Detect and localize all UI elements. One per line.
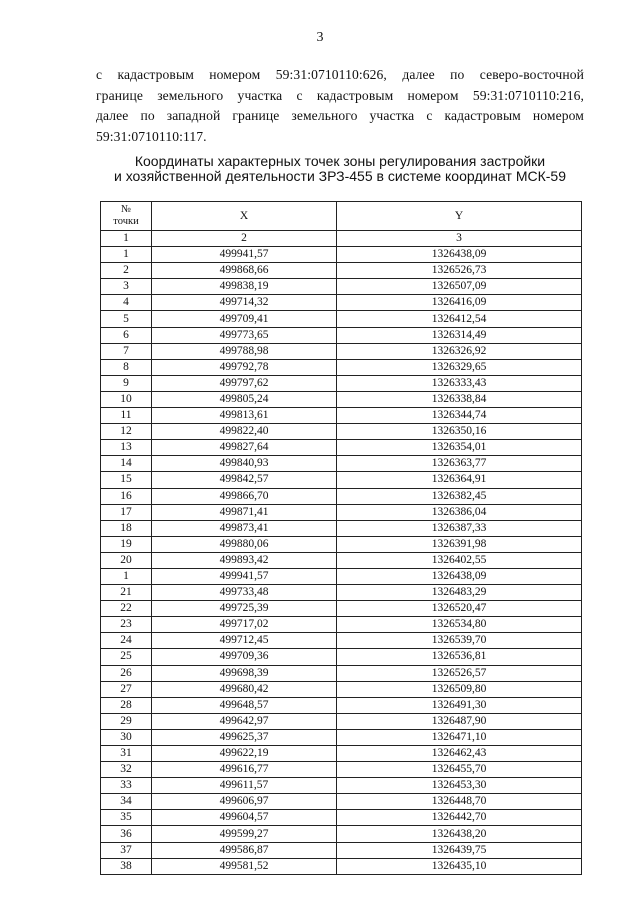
y-coordinate-cell: 1326487,90 [337, 713, 582, 729]
table-row [101, 472, 582, 488]
table-row [101, 536, 582, 552]
y-coordinate-cell: 1326386,04 [337, 504, 582, 520]
point-number-cell: 7 [101, 343, 152, 359]
point-number-cell: 11 [101, 408, 152, 424]
point-number-cell: 10 [101, 391, 152, 407]
y-coordinate-cell: 1326539,70 [337, 633, 582, 649]
point-number-cell: 4 [101, 295, 152, 311]
y-coordinate-cell: 1326491,30 [337, 697, 582, 713]
x-coordinate-cell: 499773,65 [152, 327, 337, 343]
point-number-cell: 17 [101, 504, 152, 520]
point-number-cell: 27 [101, 681, 152, 697]
y-coordinate-cell: 1326363,77 [337, 456, 582, 472]
y-coordinate-cell: 1326326,92 [337, 343, 582, 359]
x-coordinate-cell: 499725,39 [152, 601, 337, 617]
table-row [101, 585, 582, 601]
heading-line: и хозяйственной деятельности ЗРЗ-455 в системе координат МСК-59 [114, 168, 566, 184]
x-coordinate-cell: 499842,57 [152, 472, 337, 488]
x-coordinate-cell: 499805,24 [152, 391, 337, 407]
point-number-cell: 33 [101, 778, 152, 794]
table-row [101, 633, 582, 649]
y-coordinate-cell: 1326438,20 [337, 826, 582, 842]
table-row [101, 649, 582, 665]
x-coordinate-cell: 499642,97 [152, 713, 337, 729]
y-coordinate-cell: 1326483,29 [337, 585, 582, 601]
table-row [101, 746, 582, 762]
x-coordinate-cell: 499709,41 [152, 311, 337, 327]
x-coordinate-cell: 499813,61 [152, 408, 337, 424]
table-row [101, 665, 582, 681]
point-number-cell: 3 [101, 279, 152, 295]
table-row [101, 359, 582, 375]
y-coordinate-cell: 1326536,81 [337, 649, 582, 665]
point-number-cell: 26 [101, 665, 152, 681]
table-row [101, 263, 582, 279]
paragraph-line: 59:31:0710110:117. [96, 128, 207, 144]
table-row [101, 408, 582, 424]
table-row [101, 778, 582, 794]
point-number-cell: 38 [101, 858, 152, 874]
y-coordinate-cell: 1326344,74 [337, 408, 582, 424]
x-coordinate-cell: 499893,42 [152, 552, 337, 568]
table-row [101, 311, 582, 327]
table-row [101, 681, 582, 697]
table-row [101, 810, 582, 826]
table-row [101, 713, 582, 729]
y-coordinate-cell: 1326509,80 [337, 681, 582, 697]
point-number-cell: 23 [101, 617, 152, 633]
point-number-cell: 32 [101, 762, 152, 778]
point-number-cell: 12 [101, 424, 152, 440]
table-row [101, 295, 582, 311]
table-row [101, 440, 582, 456]
point-number-cell: 35 [101, 810, 152, 826]
point-number-cell: 15 [101, 472, 152, 488]
table-row [101, 424, 582, 440]
y-coordinate-cell: 1326329,65 [337, 359, 582, 375]
y-coordinate-cell: 1326438,09 [337, 568, 582, 584]
y-coordinate-cell: 1326462,43 [337, 746, 582, 762]
point-number-cell: 14 [101, 456, 152, 472]
point-number-cell: 1 [101, 568, 152, 584]
header-x: X [152, 202, 337, 231]
x-coordinate-cell: 499599,27 [152, 826, 337, 842]
paragraph-line: границе земельного участка с кадастровым номером 59:31:0710110:216, [96, 87, 584, 103]
table-row [101, 343, 582, 359]
y-coordinate-cell: 1326387,33 [337, 520, 582, 536]
x-coordinate-cell: 499733,48 [152, 585, 337, 601]
point-number-cell: 16 [101, 488, 152, 504]
table-row [101, 842, 582, 858]
y-coordinate-cell: 1326354,01 [337, 440, 582, 456]
table-row [101, 456, 582, 472]
header-y: Y [337, 202, 582, 231]
point-number-cell: 18 [101, 520, 152, 536]
x-coordinate-cell: 499604,57 [152, 810, 337, 826]
x-coordinate-cell: 499873,41 [152, 520, 337, 536]
x-coordinate-cell: 499625,37 [152, 729, 337, 745]
table-row [101, 697, 582, 713]
x-coordinate-cell: 499581,52 [152, 858, 337, 874]
y-coordinate-cell: 1326391,98 [337, 536, 582, 552]
y-coordinate-cell: 1326333,43 [337, 375, 582, 391]
table-row [101, 279, 582, 295]
table-row [101, 504, 582, 520]
x-coordinate-cell: 499648,57 [152, 697, 337, 713]
index-cell: 1 [101, 231, 152, 247]
table-row [101, 391, 582, 407]
x-coordinate-cell: 499797,62 [152, 375, 337, 391]
point-number-cell: 30 [101, 729, 152, 745]
table-row [101, 794, 582, 810]
y-coordinate-cell: 1326534,80 [337, 617, 582, 633]
point-number-cell: 37 [101, 842, 152, 858]
y-coordinate-cell: 1326439,75 [337, 842, 582, 858]
point-number-cell: 22 [101, 601, 152, 617]
table-index-row [101, 231, 582, 247]
x-coordinate-cell: 499616,77 [152, 762, 337, 778]
header-point-number [101, 202, 152, 231]
table-header-row [101, 202, 582, 231]
point-number-cell: 2 [101, 263, 152, 279]
x-coordinate-cell: 499709,36 [152, 649, 337, 665]
y-coordinate-cell: 1326382,45 [337, 488, 582, 504]
x-coordinate-cell: 499586,87 [152, 842, 337, 858]
table-row [101, 247, 582, 263]
table-row [101, 488, 582, 504]
y-coordinate-cell: 1326412,54 [337, 311, 582, 327]
heading-line: Координаты характерных точек зоны регулирования застройки [134, 153, 546, 169]
x-coordinate-cell: 499714,32 [152, 295, 337, 311]
x-coordinate-cell: 499712,45 [152, 633, 337, 649]
x-coordinate-cell: 499606,97 [152, 794, 337, 810]
x-coordinate-cell: 499866,70 [152, 488, 337, 504]
x-coordinate-cell: 499680,42 [152, 681, 337, 697]
y-coordinate-cell: 1326442,70 [337, 810, 582, 826]
y-coordinate-cell: 1326453,30 [337, 778, 582, 794]
y-coordinate-cell: 1326448,70 [337, 794, 582, 810]
x-coordinate-cell: 499838,19 [152, 279, 337, 295]
point-number-cell: 1 [101, 247, 152, 263]
table-row [101, 601, 582, 617]
x-coordinate-cell: 499941,57 [152, 247, 337, 263]
x-coordinate-cell: 499868,66 [152, 263, 337, 279]
x-coordinate-cell: 499717,02 [152, 617, 337, 633]
y-coordinate-cell: 1326435,10 [337, 858, 582, 874]
y-coordinate-cell: 1326402,55 [337, 552, 582, 568]
y-coordinate-cell: 1326438,09 [337, 247, 582, 263]
coordinates-table [100, 201, 582, 875]
table-row [101, 729, 582, 745]
body-paragraph [96, 65, 584, 147]
y-coordinate-cell: 1326338,84 [337, 391, 582, 407]
table-row [101, 858, 582, 874]
x-coordinate-cell: 499941,57 [152, 568, 337, 584]
y-coordinate-cell: 1326507,09 [337, 279, 582, 295]
point-number-cell: 24 [101, 633, 152, 649]
table-row [101, 617, 582, 633]
point-number-cell: 9 [101, 375, 152, 391]
x-coordinate-cell: 499792,78 [152, 359, 337, 375]
y-coordinate-cell: 1326455,70 [337, 762, 582, 778]
table-row [101, 568, 582, 584]
y-coordinate-cell: 1326314,49 [337, 327, 582, 343]
point-number-cell: 25 [101, 649, 152, 665]
y-coordinate-cell: 1326416,09 [337, 295, 582, 311]
x-coordinate-cell: 499788,98 [152, 343, 337, 359]
x-coordinate-cell: 499611,57 [152, 778, 337, 794]
point-number-cell: 21 [101, 585, 152, 601]
table-row [101, 375, 582, 391]
x-coordinate-cell: 499822,40 [152, 424, 337, 440]
point-number-cell: 31 [101, 746, 152, 762]
x-coordinate-cell: 499840,93 [152, 456, 337, 472]
x-coordinate-cell: 499871,41 [152, 504, 337, 520]
index-cell: 3 [337, 231, 582, 247]
x-coordinate-cell: 499622,19 [152, 746, 337, 762]
point-number-cell: 6 [101, 327, 152, 343]
header-num-word: точки [113, 216, 139, 227]
page-number: 3 [316, 30, 324, 45]
table-row [101, 552, 582, 568]
point-number-cell: 13 [101, 440, 152, 456]
point-number-cell: 29 [101, 713, 152, 729]
point-number-cell: 28 [101, 697, 152, 713]
y-coordinate-cell: 1326471,10 [337, 729, 582, 745]
y-coordinate-cell: 1326526,57 [337, 665, 582, 681]
point-number-cell: 19 [101, 536, 152, 552]
point-number-cell: 8 [101, 359, 152, 375]
point-number-cell: 34 [101, 794, 152, 810]
point-number-cell: 36 [101, 826, 152, 842]
header-num-symbol: № [120, 204, 132, 215]
table-row [101, 520, 582, 536]
x-coordinate-cell: 499827,64 [152, 440, 337, 456]
x-coordinate-cell: 499698,39 [152, 665, 337, 681]
index-cell: 2 [152, 231, 337, 247]
table-heading [96, 154, 584, 184]
y-coordinate-cell: 1326520,47 [337, 601, 582, 617]
y-coordinate-cell: 1326526,73 [337, 263, 582, 279]
paragraph-line: с кадастровым номером 59:31:0710110:626, далее по северо-восточной [96, 67, 584, 82]
point-number-cell: 5 [101, 311, 152, 327]
table-row [101, 327, 582, 343]
table-row [101, 762, 582, 778]
point-number-cell: 20 [101, 552, 152, 568]
table-row [101, 826, 582, 842]
x-coordinate-cell: 499880,06 [152, 536, 337, 552]
y-coordinate-cell: 1326350,16 [337, 424, 582, 440]
paragraph-line: далее по западной границе земельного участка с кадастровым номером [96, 108, 584, 123]
y-coordinate-cell: 1326364,91 [337, 472, 582, 488]
